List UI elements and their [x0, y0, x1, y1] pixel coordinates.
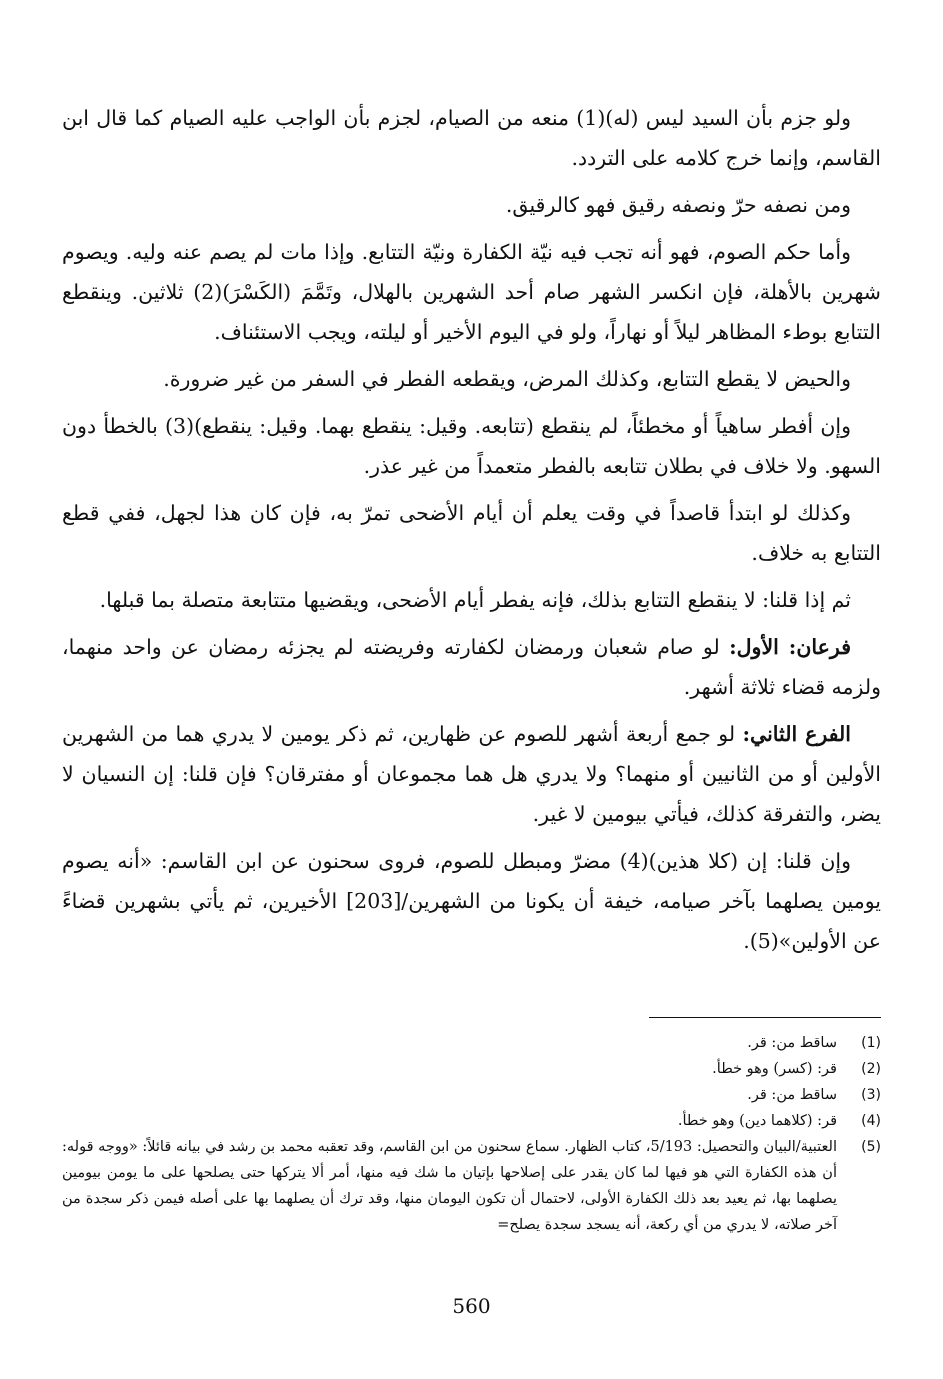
footnote-text: قر: (كلاهما دين) وهو خطأ.	[677, 1113, 837, 1129]
paragraph-4: والحيض لا يقطع التتابع، وكذلك المرض، ويقطعه الفطر في السفر من غير ضرورة.	[163, 367, 851, 391]
footnote-4	[62, 1108, 881, 1134]
footnote-text: ساقط من: قر.	[747, 1087, 837, 1103]
paragraph-5: وإن أفطر ساهياً أو مخطئاً، لم ينقطع (تتابعه. وقيل: ينقطع بهما. وقيل: ينقطع)(3) بالخطأ دون السهو. ولا خلاف في بطلان تتابعه بالفطر متعمداً من غير عذر.	[62, 414, 881, 478]
footnote-number: (5)	[861, 1139, 881, 1155]
footnote-number: (3)	[861, 1087, 881, 1103]
main-text	[62, 98, 881, 968]
footnote-text: ساقط من: قر.	[747, 1035, 837, 1051]
footnotes	[62, 1030, 881, 1238]
footnote-separator	[649, 1017, 881, 1018]
footnote-number: (1)	[861, 1035, 881, 1051]
paragraph-9	[62, 714, 881, 834]
paragraph-10: وإن قلنا: إن (كلا هذين)(4) مضرّ ومبطل للصوم، فروى سحنون عن ابن القاسم: «أنه يصوم يومين يصلهما بآخر صيامه، خيفة أن يكونا من الشهرين/[203] الأخيرين، ثم يأتي بشهرين قضاءً عن الأولين»(5).	[62, 849, 881, 953]
footnote-number: (2)	[861, 1061, 881, 1077]
paragraph-3: وأما حكم الصوم، فهو أنه تجب فيه نيّة الكفارة ونيّة التتابع. وإذا مات لم يصم عنه وليه. ويصوم شهرين بالأهلة، فإن انكسر الشهر صام أحد الشهرين بالهلال، وتَمَّمَ (الكَسْرَ)(2) ثلاثين. وينقطع التتابع بوطء المظاهر ليلاً أو نهاراً، ولو في اليوم الأخير أو ليلته، ويجب الاستئناف.	[62, 240, 881, 344]
paragraph-9-text: لو جمع أربعة أشهر للصوم عن ظهارين، ثم ذكر يومين لا يدري هما من الشهرين الأولين أو من الثانيين أو منهما؟ ولا يدري هل هما مجموعان أو مفترقان؟ فإن قلنا: إن النسيان لا يضر، والتفرقة كذلك، فيأتي بيومين لا غير.	[62, 722, 881, 826]
footnote-1	[62, 1030, 881, 1056]
paragraph-8-text: لو صام شعبان ورمضان لكفارته وفريضته لم يجزئه رمضان عن واحد منهما، ولزمه قضاء ثلاثة أشهر.	[62, 635, 881, 699]
paragraph-2: ومن نصفه حرّ ونصفه رقيق فهو كالرقيق.	[505, 193, 851, 217]
paragraph-1: ولو جزم بأن السيد ليس (له)(1) منعه من الصيام، لجزم بأن الواجب عليه الصيام كما قال ابن القاسم، وإنما خرج كلامه على التردد.	[62, 106, 881, 170]
page-number: 560	[452, 1294, 491, 1318]
paragraph-6: وكذلك لو ابتدأ قاصداً في وقت يعلم أن أيام الأضحى تمرّ به، فإن كان هذا لجهل، ففي قطع التتابع به خلاف.	[62, 501, 881, 565]
section-heading-second: الفرع الثاني:	[742, 722, 851, 746]
paragraph-7: ثم إذا قلنا: لا ينقطع التتابع بذلك، فإنه يفطر أيام الأضحى، ويقضيها متتابعة متصلة بما قبلها.	[99, 588, 851, 612]
footnote-5	[62, 1134, 881, 1238]
paragraph-8	[62, 627, 881, 707]
footnote-text: قر: (كسر) وهو خطأ.	[712, 1061, 837, 1077]
footnote-number: (4)	[861, 1113, 881, 1129]
footnote-2	[62, 1056, 881, 1082]
section-heading-first: فرعان: الأول:	[729, 635, 851, 659]
footnote-3	[62, 1082, 881, 1108]
footnote-text: العتبية/البيان والتحصيل: 5/193، كتاب الظهار. سماع سحنون من ابن القاسم، وقد تعقبه محمد بن رشد في بيانه قائلاً: «ووجه قوله: أن هذه الكفارة التي هو فيها لما كان يقدر على إصلاحها بإتيان ما شك فيه منها، أمر ألا يتركها حتى يصلحها على ما يومن بيومين يصلهما بها، ثم يعيد بعد ذلك الكفارة الأولى، لاحتمال أن تكون اليومان منها، وقد ترك أن يصلهما بها على أصله فيمن ذكر سجدة من آخر صلاته، لا يدري من أي ركعة، أنه يسجد سجدة يصلح=	[62, 1139, 837, 1233]
